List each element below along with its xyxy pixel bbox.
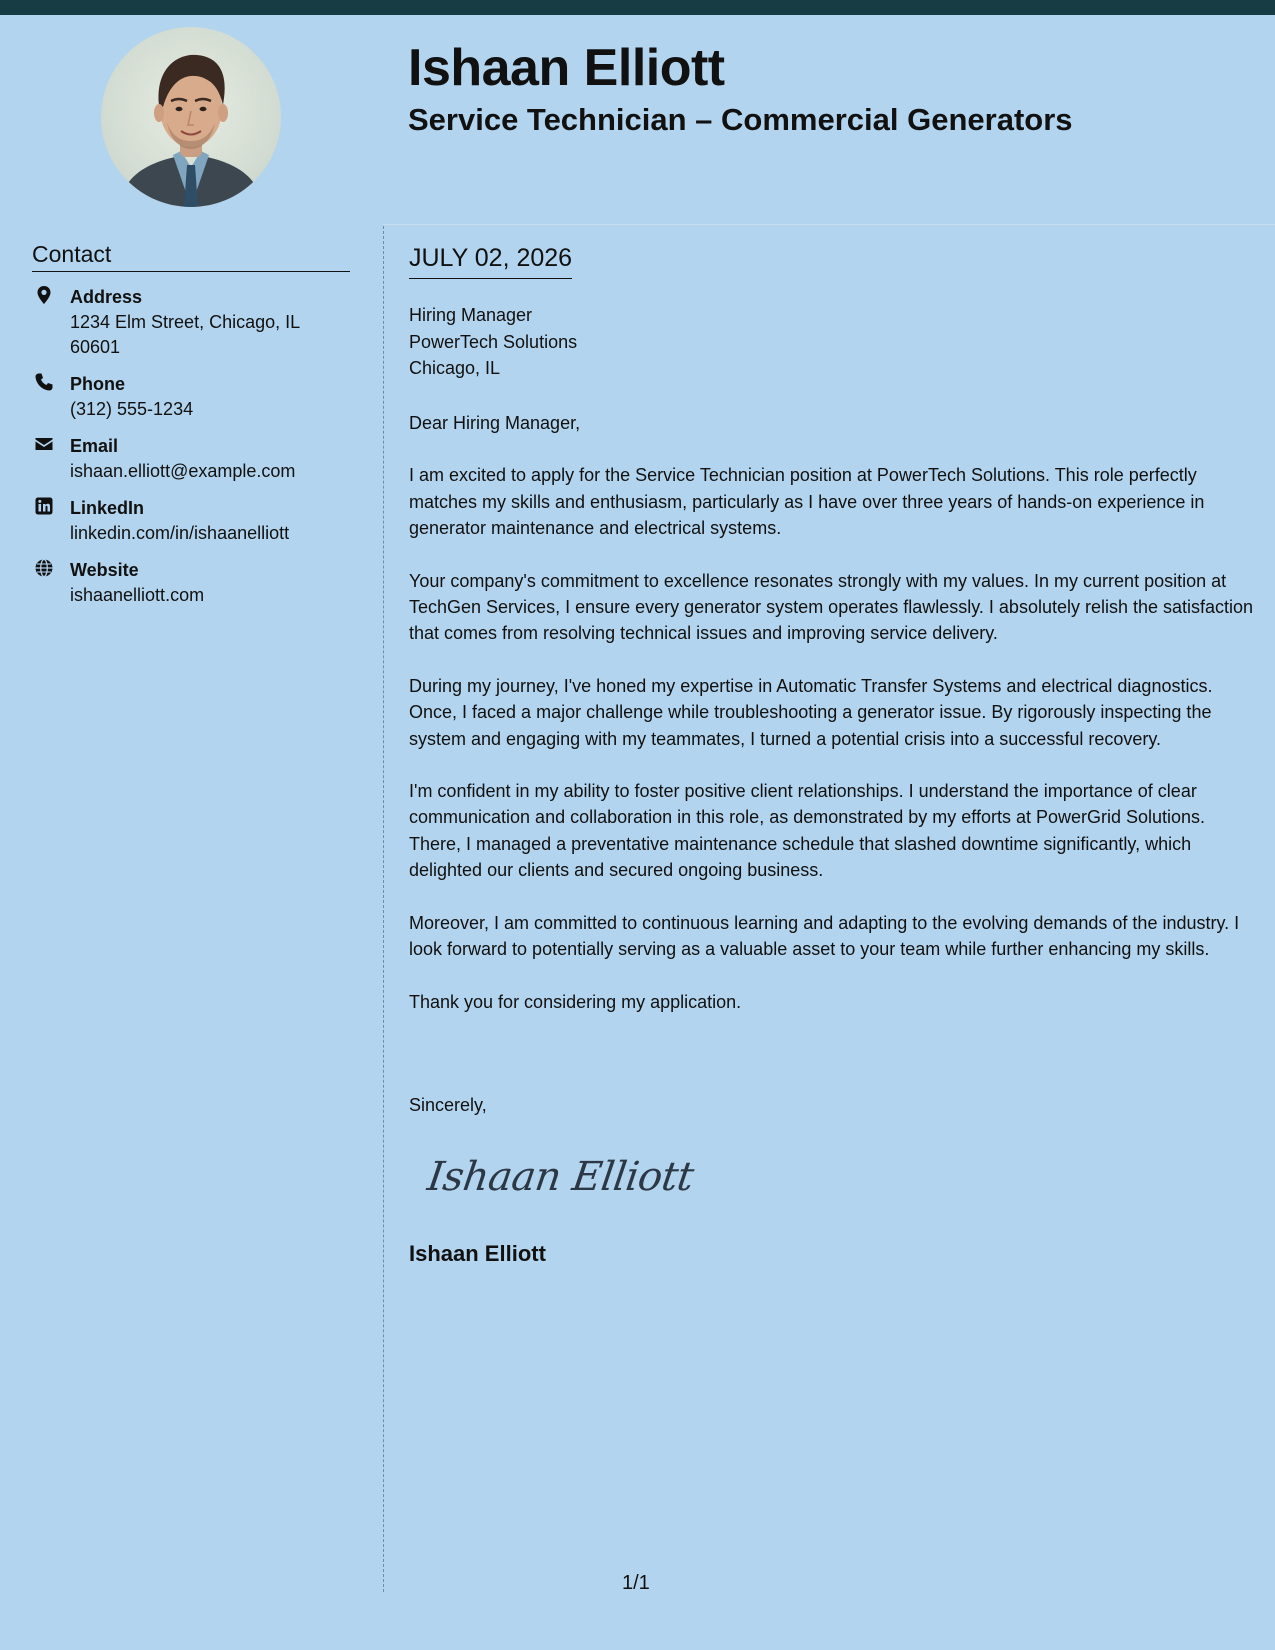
candidate-name: Ishaan Elliott (408, 39, 725, 97)
handwritten-signature: Ishaan Elliott (424, 1154, 697, 1200)
body-paragraph: I'm confident in my ability to foster positive client relationships. I understand the importance of clear communication and collaboration in this role, as demonstrated by my efforts at PowerGrid Solutions. There, I managed a preventative maintenance schedule that slashed downtime significantly, which delighted our clients and secured ongoing business. (409, 781, 1206, 881)
contact-item-email (32, 433, 352, 484)
avatar (101, 27, 281, 207)
thanks-line: Thank you for considering my application. (409, 991, 742, 1012)
contact-list (32, 284, 352, 619)
profile-photo (101, 27, 281, 207)
contact-item-phone (32, 371, 352, 422)
linkedin-icon (34, 496, 54, 516)
website-value[interactable]: ishaanelliott.com (70, 585, 205, 605)
signer-name: Ishaan Elliott (409, 1241, 546, 1266)
body-paragraph: During my journey, I've honed my expertise in Automatic Transfer Systems and electrical diagnostics. Once, I faced a major challenge while troubleshooting a generator issue. By rigorously inspecting the system and engaging with my teammates, I turned a potential crisis into a successful recovery. (409, 675, 1213, 749)
top-band (0, 0, 1275, 15)
linkedin-value[interactable]: linkedin.com/in/ishaanelliott (70, 523, 290, 543)
recipient-line: Hiring Manager (409, 305, 533, 325)
header-rule (383, 224, 1275, 225)
location-pin-icon (34, 285, 54, 305)
letter-date: JULY 02, 2026 (409, 244, 572, 279)
globe-icon (34, 558, 54, 578)
contact-item-linkedin (32, 495, 352, 546)
contact-heading: Contact (32, 241, 350, 272)
phone-value[interactable]: (312) 555-1234 (70, 399, 194, 419)
body-paragraph: I am excited to apply for the Service Technician position at PowerTech Solutions. This role perfectly matches my skills and enthusiasm, particularly as I have over three years of hands-on experience in generator maintenance and electrical systems. (409, 465, 1205, 539)
recipient-block (409, 302, 577, 382)
column-divider (383, 226, 384, 1592)
recipient-line: PowerTech Solutions (409, 331, 578, 352)
envelope-icon (34, 434, 54, 454)
contact-label: LinkedIn (70, 498, 145, 518)
email-value[interactable]: ishaan.elliott@example.com (70, 461, 296, 481)
recipient-line: Chicago, IL (409, 358, 501, 378)
contact-label: Email (70, 436, 119, 456)
page-number: 1/1 (622, 1572, 650, 1594)
closing: Sincerely, (409, 1095, 487, 1115)
job-title: Service Technician – Commercial Generators (408, 102, 1073, 137)
contact-label: Address (70, 287, 143, 307)
letter-body (409, 410, 1254, 1041)
body-paragraph: Your company's commitment to excellence resonates strongly with my values. In my current position at TechGen Services, I ensure every generator system operates flawlessly. I absolutely relish the satisfaction that comes from resolving technical issues and improving service delivery. (409, 570, 1254, 644)
contact-item-address (32, 284, 352, 360)
contact-label: Website (70, 560, 139, 580)
body-paragraph: Moreover, I am committed to continuous learning and adapting to the evolving demands of the industry. I look forward to potentially serving as a valuable asset to your team while further enhancing my skills. (409, 912, 1240, 960)
phone-icon (34, 372, 54, 392)
address-value: 1234 Elm Street, Chicago, IL 60601 (70, 312, 300, 357)
contact-item-website (32, 557, 352, 608)
contact-label: Phone (70, 374, 126, 394)
salutation: Dear Hiring Manager, (409, 413, 581, 433)
